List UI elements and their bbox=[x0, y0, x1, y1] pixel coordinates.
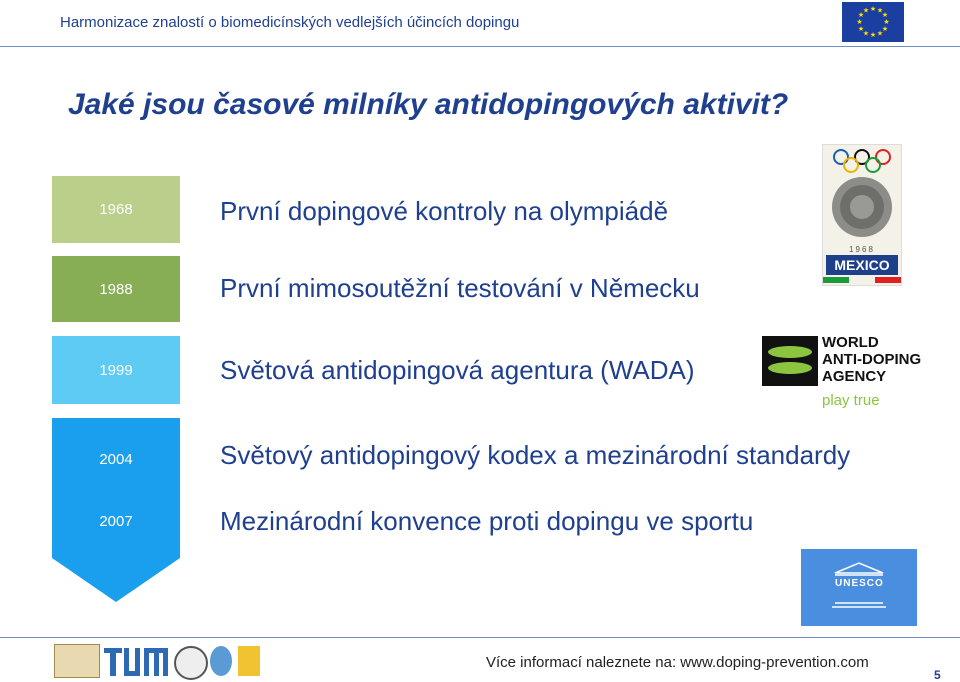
wada-line3: AGENCY bbox=[822, 368, 887, 385]
timeline-year-1988 bbox=[52, 256, 180, 322]
mexico-year: 1968 bbox=[849, 245, 875, 254]
mexico-wordmark: MEXICO bbox=[826, 255, 898, 275]
svg-text:★: ★ bbox=[869, 31, 877, 39]
wada-wordmark bbox=[822, 334, 921, 385]
milestone-text-2007: Mezinárodní konvence proti dopingu ve sportu bbox=[220, 506, 754, 536]
wada-line2: ANTI-DOPING bbox=[822, 351, 922, 368]
tum-logo-icon bbox=[104, 648, 168, 676]
svg-text:★: ★ bbox=[881, 11, 889, 19]
svg-text:★: ★ bbox=[862, 6, 870, 15]
wada-line1: WORLD bbox=[822, 334, 879, 351]
svg-text:★: ★ bbox=[876, 29, 884, 38]
mexico-1968-logo bbox=[822, 144, 902, 286]
svg-text:★: ★ bbox=[857, 11, 865, 19]
header-title: Harmonizace znalostí o biomedicínských vedlejších účincích dopingu bbox=[60, 14, 520, 31]
timeline-year-1968 bbox=[52, 176, 180, 243]
slide-title: Jaké jsou časové milníky antidopingových aktivit? bbox=[68, 88, 789, 121]
milestone-text-2004: Světový antidopingový kodex a mezinárodní standardy bbox=[220, 440, 851, 470]
unesco-wordmark: UNESCO bbox=[835, 578, 884, 589]
svg-text:★: ★ bbox=[881, 25, 889, 33]
unesco-logo bbox=[801, 549, 917, 626]
svg-text:★: ★ bbox=[857, 25, 865, 33]
year-label: 2004 bbox=[99, 450, 133, 468]
partner-logo-icon bbox=[210, 646, 232, 676]
university-crest-icon bbox=[54, 644, 100, 678]
milestone-text-1968: První dopingové kontroly na olympiádě bbox=[220, 196, 669, 226]
partner-logo-2-icon bbox=[238, 646, 260, 676]
eu-flag-icon bbox=[842, 2, 904, 42]
svg-text:★: ★ bbox=[883, 18, 890, 26]
milestone-text-1999: Světová antidopingová agentura (WADA) bbox=[220, 355, 695, 385]
year-label: 1999 bbox=[99, 361, 133, 379]
svg-text:★: ★ bbox=[862, 29, 870, 38]
seal-icon bbox=[174, 646, 208, 680]
year-label: 2007 bbox=[99, 512, 133, 530]
footer-divider bbox=[0, 637, 960, 638]
page-number: 5 bbox=[934, 668, 941, 682]
svg-text:★: ★ bbox=[876, 6, 884, 15]
svg-text:★: ★ bbox=[869, 5, 877, 13]
timeline-year-1999 bbox=[52, 336, 180, 404]
wada-tagline: play true bbox=[822, 392, 880, 409]
milestone-text-1988: První mimosoutěžní testování v Německu bbox=[220, 273, 700, 303]
year-label: 1988 bbox=[99, 280, 133, 298]
timeline-year-2004 bbox=[52, 446, 180, 472]
timeline-year-2007 bbox=[52, 508, 180, 534]
footer-info-text: Více informací naleznete na: www.doping-prevention.com bbox=[486, 654, 869, 671]
header-divider bbox=[0, 46, 960, 47]
wada-mark-icon bbox=[762, 336, 818, 386]
year-label: 1968 bbox=[99, 201, 133, 218]
olympic-rings-icon bbox=[823, 145, 901, 245]
svg-text:★: ★ bbox=[856, 18, 863, 26]
